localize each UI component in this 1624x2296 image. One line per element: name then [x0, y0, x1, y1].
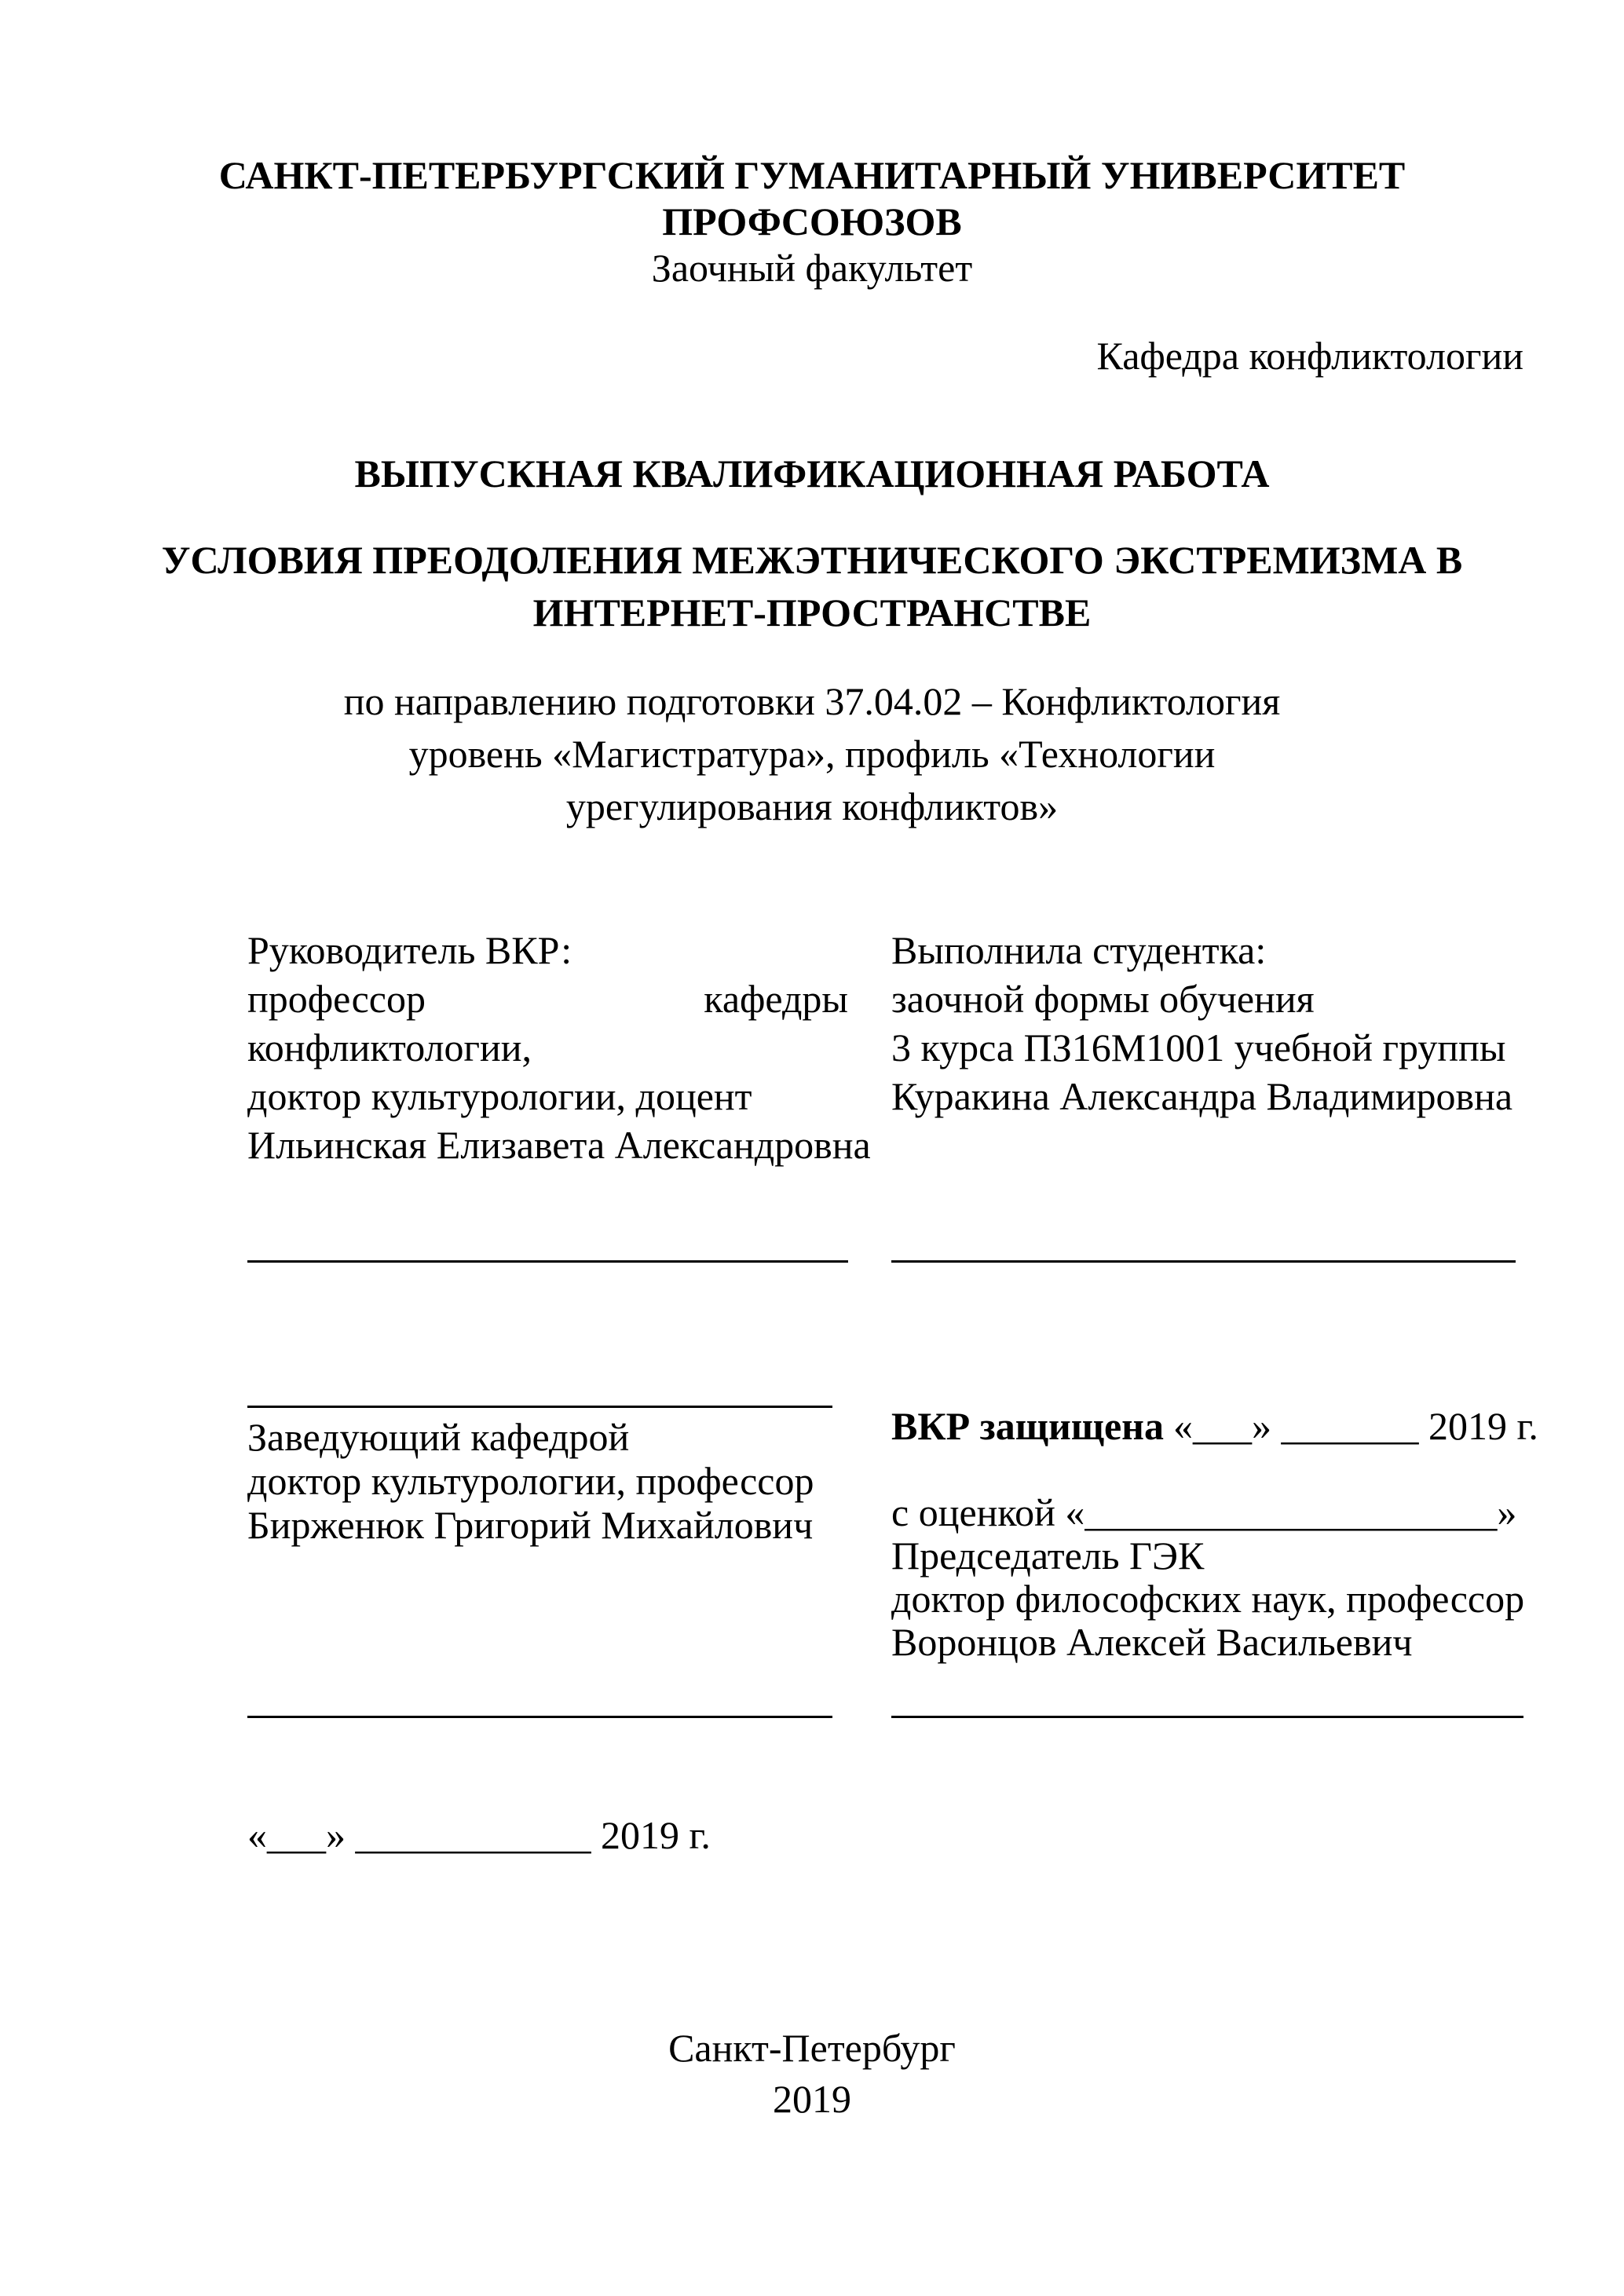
city-year-block [0, 2023, 1624, 2125]
university-name-line-1: САНКТ-ПЕТЕРБУРГСКИЙ ГУМАНИТАРНЫЙ УНИВЕРСИТЕТ [218, 153, 1406, 197]
advisor-heading: Руководитель ВКР: [247, 928, 572, 972]
advisor-position-line: профессор кафедры конфликтологии, [247, 977, 848, 1069]
hod-degree: доктор культурологии, профессор [247, 1459, 814, 1503]
hod-name: Бирженюк Григорий Михайлович [247, 1503, 814, 1547]
gek-chair-name: Воронцов Алексей Васильевич [891, 1620, 1413, 1664]
faculty-line: Заочный факультет [651, 246, 973, 290]
gek-chair-degree: доктор философских наук, профессор [891, 1577, 1525, 1621]
hod-position: Заведующий кафедрой [247, 1415, 630, 1459]
university-name-line-2: ПРОФСОЮЗОВ [662, 199, 962, 243]
advisor-block [247, 926, 871, 1169]
city-line: Санкт-Петербург [668, 2026, 956, 2070]
advisor-degree-line: доктор культурологии, доцент [247, 1074, 752, 1118]
program-block [0, 675, 1624, 833]
program-line-1: по направлению подготовки 37.04.02 – Конфликтология [343, 679, 1281, 723]
student-name: Куракина Александра Владимировна [891, 1074, 1513, 1118]
student-block [891, 926, 1523, 1169]
signature-line-student [891, 1260, 1516, 1263]
thesis-title-line-1: УСЛОВИЯ ПРЕОДОЛЕНИЯ МЕЖЭТНИЧЕСКОГО ЭКСТРЕМИЗМА В [161, 538, 1463, 582]
grade-line: с оценкой «_____________________» [891, 1490, 1517, 1534]
defense-status-label: ВКР защищена [891, 1404, 1164, 1448]
gek-chair-title: Председатель ГЭК [891, 1534, 1205, 1578]
signature-line-head-of-department [247, 1406, 832, 1408]
thesis-title [0, 534, 1624, 639]
defense-date-blank: «___» _______ 2019 г. [1172, 1404, 1538, 1448]
signature-line-bottom-right [891, 1716, 1523, 1718]
student-form-line: заочной формы обучения [891, 977, 1315, 1021]
student-group-line: 3 курса ПЗ16М1001 учебной группы [891, 1026, 1506, 1069]
advisor-student-block [247, 926, 1523, 1169]
work-type-heading: ВЫПУСКНАЯ КВАЛИФИКАЦИОННАЯ РАБОТА [354, 452, 1270, 495]
signature-line-advisor [247, 1260, 848, 1263]
thesis-title-line-2: ИНТЕРНЕТ-ПРОСТРАНСТВЕ [532, 590, 1092, 634]
student-heading: Выполнила студентка: [891, 928, 1267, 972]
program-line-2: уровень «Магистратура», профиль «Технологии [408, 732, 1216, 776]
defense-committee-block [891, 1491, 1527, 1664]
advisor-name: Ильинская Елизавета Александровна [247, 1123, 871, 1167]
date-blank-line: «___» ____________ 2019 г. [247, 1813, 711, 1857]
year-line: 2019 [773, 2077, 851, 2121]
defense-status-line [891, 1405, 1538, 1448]
program-line-3: урегулирования конфликтов» [565, 784, 1059, 828]
university-header [0, 152, 1624, 291]
department-line: Кафедра конфликтологии [1096, 334, 1523, 378]
head-of-department-block [247, 1415, 852, 1547]
signature-line-bottom-left [247, 1716, 832, 1718]
